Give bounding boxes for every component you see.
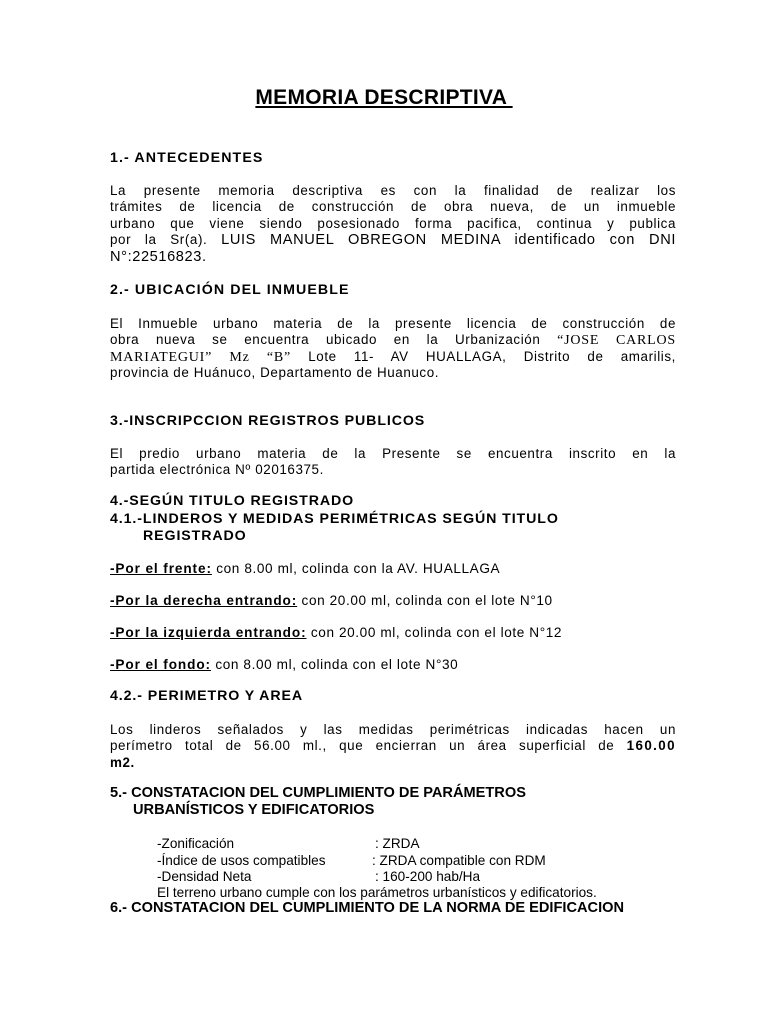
paragraph-line: partida electrónica Nº 02016375. — [110, 462, 324, 478]
paragraph-line: El predio urbano materia de la Presente se encuentra inscrito en la — [110, 446, 676, 461]
line-text: obra nueva se encuentra ubicado en la Urbanización — [110, 332, 558, 348]
dni-number: N°:22516823. — [110, 248, 207, 265]
lindero-derecha — [110, 593, 553, 608]
document-title: MEMORIA DESCRIPTIVA — [255, 86, 513, 109]
paragraph-line: urbano que viene siendo posesionado forma pacifica, continua y publica — [110, 215, 676, 231]
param-value: : 160-200 hab/Ha — [375, 869, 481, 884]
section-4-heading: 4.-SEGÚN TITULO REGISTRADO — [110, 493, 355, 509]
line-text: Lote 11- AV HUALLAGA, Distrito de amarilis, — [290, 348, 676, 364]
param-value: : ZRDA compatible con RDM — [372, 853, 546, 868]
section-4-1-heading: 4.1.-LINDEROS Y MEDIDAS PERIMÉTRICAS SEGÚN TITULO — [110, 511, 559, 527]
lindero-izquierda — [110, 625, 562, 640]
section-3-paragraph — [110, 446, 676, 479]
section-5-heading: 5.- CONSTATACION DEL CUMPLIMIENTO DE PARÁMETROS — [110, 785, 526, 801]
param-value: : ZRDA — [375, 836, 420, 851]
lindero-frente — [110, 561, 500, 576]
param-name: -Densidad Neta — [157, 869, 252, 884]
owner-name: LUIS MANUEL OBREGON MEDINA identificado con DNI — [221, 232, 676, 249]
paragraph-line: Los linderos señalados y las medidas perimétricas indicadas hacen un — [110, 722, 676, 737]
section-3-heading: 3.-INSCRIPCCION REGISTROS PUBLICOS — [110, 413, 426, 429]
section-4-2-heading: 4.2.- PERIMETRO Y AREA — [110, 688, 303, 704]
section-5-heading-cont: URBANÍSTICOS Y EDIFICATORIOS — [133, 802, 375, 818]
paragraph-line: provincia de Huánuco, Departamento de Huanuco. — [110, 365, 440, 381]
lindero-label: -Por la izquierda entrando: — [110, 625, 307, 640]
section-4-1-heading-cont: REGISTRADO — [143, 528, 247, 544]
section-2-heading: 2.- UBICACIÓN DEL INMUEBLE — [110, 282, 350, 298]
section-1-paragraph — [110, 183, 676, 265]
line-text: perímetro total de 56.00 ml., que encierran un área superficial de — [110, 738, 627, 754]
section-4-2-paragraph — [110, 722, 676, 771]
lindero-text: con 20.00 ml, colinda con el lote N°10 — [297, 593, 553, 608]
section-2-paragraph — [110, 316, 676, 382]
lindero-label: -Por la derecha entrando: — [110, 593, 298, 608]
paragraph-line — [110, 349, 676, 365]
section-1-heading: 1.- ANTECEDENTES — [110, 150, 264, 166]
paragraph-line: La presente memoria descriptiva es con la finalidad de realizar los — [110, 183, 676, 198]
paragraph-line — [110, 232, 676, 248]
lindero-label: -Por el fondo: — [110, 657, 211, 672]
line-text: por la Sr(a). — [110, 232, 222, 248]
paragraph-line — [110, 332, 676, 348]
urbanization-name: “JOSE CARLOS — [557, 333, 676, 349]
param-name: -Índice de usos compatibles — [157, 853, 326, 868]
area-value: 160.00 — [626, 738, 676, 754]
param-name: -Zonificación — [157, 836, 235, 851]
paragraph-line: trámites de licencia de construcción de obra nueva, de un inmueble — [110, 199, 676, 215]
lindero-text: con 8.00 ml, colinda con el lote N°30 — [210, 657, 459, 672]
paragraph-line — [110, 738, 676, 754]
lindero-text: con 8.00 ml, colinda con la AV. HUALLAGA — [211, 561, 501, 576]
section-6-heading: 6.- CONSTATACION DEL CUMPLIMIENTO DE LA NORMA DE EDIFICACION — [110, 900, 625, 916]
urbanization-name-cont: MARIATEGUI” Mz “B” — [110, 349, 291, 365]
area-unit: m2. — [110, 754, 135, 770]
lindero-fondo — [110, 657, 458, 672]
paragraph-line: El Inmueble urbano materia de la presente licencia de construcción de — [110, 316, 676, 331]
params-note: El terreno urbano cumple con los parámetros urbanísticos y edificatorios. — [157, 885, 597, 900]
lindero-text: con 20.00 ml, colinda con el lote N°12 — [306, 625, 563, 640]
lindero-label: -Por el frente: — [110, 561, 212, 576]
